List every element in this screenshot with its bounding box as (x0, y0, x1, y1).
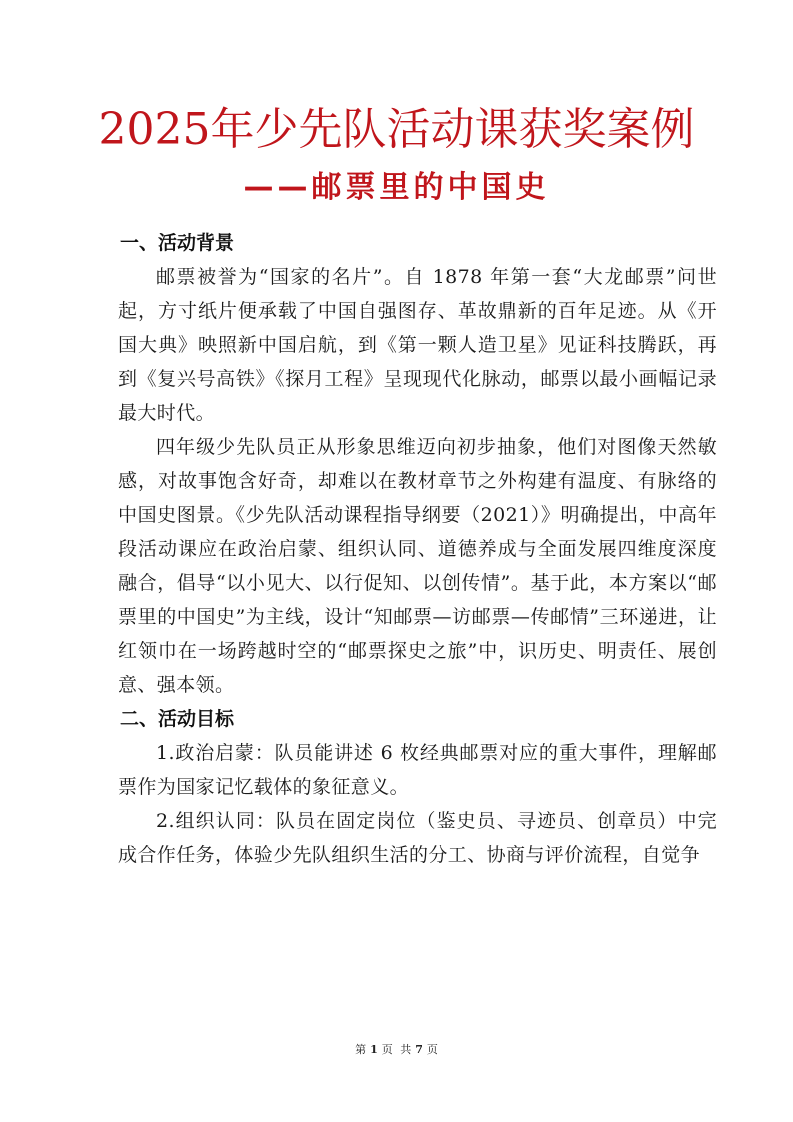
document-body (118, 226, 717, 872)
section-background (118, 226, 717, 702)
footer-prefix: 第 (355, 1043, 367, 1056)
page-footer (0, 1042, 793, 1058)
paragraph: 邮票被誉为“国家的名片”。自 1878 年第一套“大龙邮票”问世起，方寸纸片便承载了中国自强图存、革故鼎新的百年足迹。从《开国大典》映照新中国启航，到《第一颗人造卫星》见证科技腾跃，再到《复兴号高铁》《探月工程》呈现现代化脉动，邮票以最小画幅记录最大时代。 (118, 266, 717, 424)
document-subtitle: ——邮票里的中国史 (243, 170, 550, 205)
footer-total-prefix: 共 (400, 1043, 412, 1056)
footer-page-word: 页 (381, 1043, 393, 1056)
paragraph: 2.组织认同：队员在固定岗位（鉴史员、寻迹员、创章员）中完成合作任务，体验少先队组织生活的分工、协商与评价流程，自觉争 (118, 810, 717, 866)
section-heading: 一、活动背景 (120, 232, 235, 254)
total-pages-number: 7 (415, 1043, 423, 1056)
section-heading: 二、活动目标 (120, 708, 235, 730)
section-goals (118, 702, 717, 872)
document-title: 2025年少先队活动课获奖案例 (98, 104, 695, 155)
paragraph: 四年级少先队员正从形象思维迈向初步抽象，他们对图像天然敏感，对故事饱含好奇，却难以在教材章节之外构建有温度、有脉络的中国史图景。《少先队活动课程指导纲要（2021）》明确提出，中高年段活动课应在政治启蒙、组织认同、道德养成与全面发展四维度深度融合，倡导“以小见大、以行促知、以创传情”。基于此，本方案以“邮票里的中国史”为主线，设计“知邮票—访邮票—传邮情”三环递进，让红领巾在一场跨越时空的“邮票探史之旅”中，识历史、明责任、展创意、强本领。 (118, 436, 717, 696)
footer-suffix: 页 (426, 1043, 438, 1056)
current-page-number: 1 (370, 1043, 378, 1056)
paragraph: 1.政治启蒙：队员能讲述 6 枚经典邮票对应的重大事件，理解邮票作为国家记忆载体的象征意义。 (118, 742, 717, 798)
